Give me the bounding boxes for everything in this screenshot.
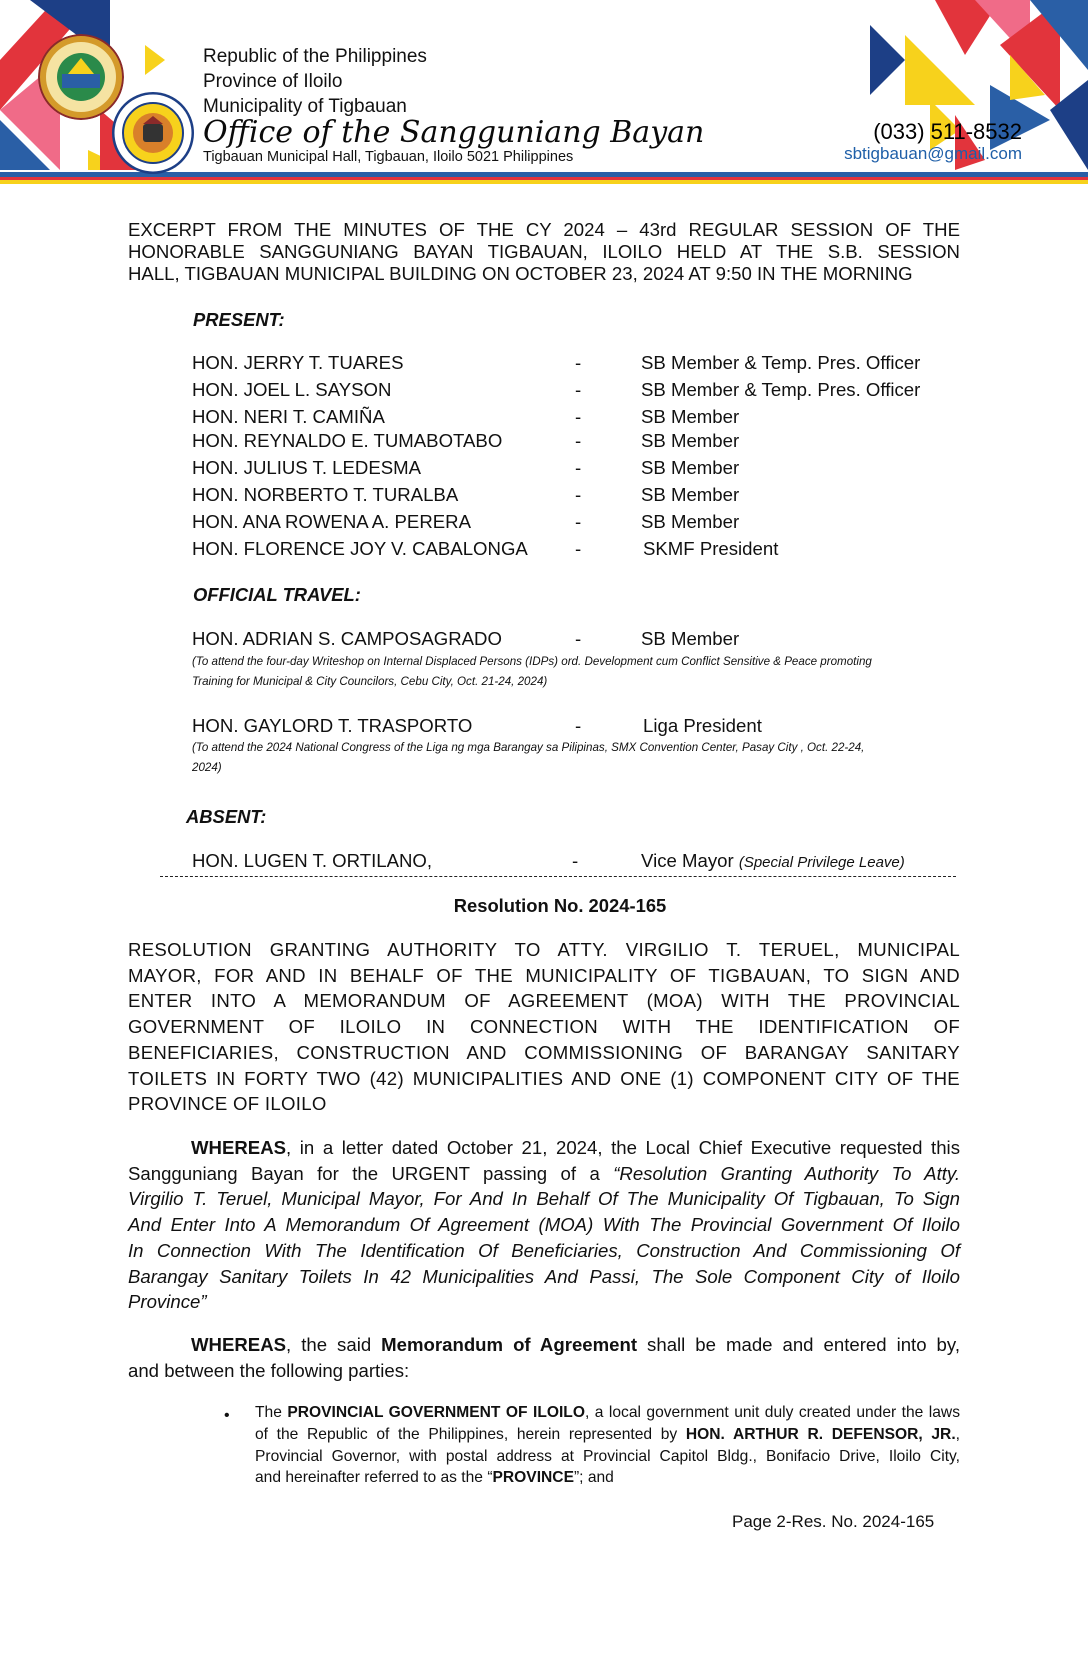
attendee-row: [192, 850, 972, 874]
section-divider: [160, 876, 956, 877]
whereas-quote-line: Province”: [128, 1291, 207, 1313]
travel-note-line: 2024): [192, 761, 222, 774]
resolution-title-line: GOVERNMENT OF ILOILO IN CONNECTION WITH THE IDENTIFICATION OF: [128, 1016, 960, 1038]
party-description: [255, 1402, 960, 1489]
excerpt-line: EXCERPT FROM THE MINUTES OF THE CY 2024 – 43rd REGULAR SESSION OF THE: [128, 219, 960, 240]
office-email[interactable]: sbtigbauan@gmail.com: [844, 144, 1022, 163]
whereas-quote-line: Barangay Sanitary Toilets In 42 Municipalities And Passi, The Sole Component City of Iloilo: [128, 1265, 960, 1287]
whereas-text: Sangguniang Bayan for the URGENT passing of a: [128, 1162, 614, 1184]
separator: -: [575, 628, 582, 649]
letterhead: [0, 0, 1088, 186]
official-travel-heading: OFFICIAL TRAVEL:: [193, 584, 361, 605]
whereas-clause-2: [128, 1332, 960, 1383]
attendee-name: HON. LUGEN T. ORTILANO,: [192, 850, 433, 871]
attendee-row: [192, 715, 972, 739]
travel-note-line: (To attend the 2024 National Congress of the Liga ng mga Barangay sa Pilipinas, SMX Convention Center, Pasay City , Oct. 22-24,: [192, 741, 865, 754]
attendee-row: [192, 511, 972, 535]
separator: -: [575, 715, 582, 736]
office-phone: (033) 511-8532: [873, 119, 1022, 144]
attendee-name: HON. JULIUS T. LEDESMA: [192, 457, 422, 478]
attendee-row: [192, 352, 972, 376]
attendee-row: [192, 628, 972, 652]
attendee-position: SKMF President: [643, 538, 779, 559]
whereas-quote-line: Virgilio T. Teruel, Municipal Mayor, For And In Behalf Of The Municipality Of Tigbauan, To Sign: [128, 1188, 960, 1210]
excerpt-line: HONORABLE SANGGUNIANG BAYAN TIGBAUAN, ILOILO HELD AT THE S.B. SESSION: [128, 241, 960, 262]
separator: -: [575, 538, 582, 559]
resolution-title-line: TOILETS IN FORTY TWO (42) MUNICIPALITIES AND ONE (1) COMPONENT CITY OF THE: [128, 1067, 960, 1089]
whereas-text: shall be made and entered into by,: [637, 1334, 960, 1355]
page-footer: Page 2-Res. No. 2024-165: [732, 1512, 935, 1531]
attendee-position: SB Member: [641, 457, 740, 478]
whereas-line: [128, 1161, 960, 1187]
whereas-line: and between the following parties:: [128, 1359, 410, 1381]
attendee-name: HON. NORBERTO T. TURALBA: [192, 484, 459, 505]
party-name: PROVINCIAL GOVERNMENT OF ILOILO: [287, 1404, 585, 1421]
resolution-title-line: PROVINCE OF ILOILO: [128, 1093, 327, 1115]
attendee-name: HON. ANA ROWENA A. PERERA: [192, 511, 471, 532]
letterhead-text: [203, 44, 704, 166]
party-line: Provincial Governor, with postal address at Provincial Capitol Bldg., Bonifacio Drive, Iloilo City,: [255, 1447, 960, 1465]
whereas-text: , in a letter dated October 21, 2024, the Local Chief Executive requested this: [286, 1137, 960, 1158]
office-address: Tigbauan Municipal Hall, Tigbauan, Iloilo 5021 Philippines: [203, 149, 574, 165]
whereas-text: , the said: [286, 1334, 382, 1355]
party-text: ”; and: [573, 1469, 614, 1487]
attendee-position: SB Member: [641, 430, 740, 451]
attendee-name: HON. FLORENCE JOY V. CABALONGA: [192, 538, 528, 559]
party-text: , a local government unit duly created under the laws: [584, 1404, 960, 1421]
party-line: [255, 1402, 960, 1424]
bullet-icon: •: [224, 1407, 230, 1424]
attendee-position: Liga President: [643, 715, 762, 736]
separator: -: [575, 352, 582, 373]
travel-note-line: (To attend the four-day Writeshop on Internal Displaced Persons (IDPs) ord. Development cum Conflict Sensitive & Peace promoting: [192, 655, 872, 668]
country-line: Republic of the Philippines: [203, 46, 427, 67]
minutes-excerpt: [128, 219, 960, 285]
attendee-row: [192, 430, 972, 454]
attendee-row: [192, 379, 972, 403]
whereas-quote: “Resolution Granting Authority To Atty.: [613, 1162, 960, 1184]
resolution-title: [128, 937, 960, 1117]
whereas-line: [128, 1135, 960, 1161]
whereas-label: WHEREAS: [191, 1137, 287, 1158]
travel-note-line: Training for Municipal & City Councilors, Cebu City, Oct. 21-24, 2024): [192, 675, 548, 688]
party-alias: PROVINCE: [492, 1469, 574, 1487]
resolution-number: Resolution No. 2024-165: [453, 895, 667, 916]
whereas-quote-line: In Connection With The Identification Of Beneficiaries, Construction And Commissioning Of: [128, 1239, 960, 1261]
party-representative: HON. ARTHUR R. DEFENSOR, JR.: [685, 1425, 956, 1443]
attendee-name: HON. ADRIAN S. CAMPOSAGRADO: [192, 628, 502, 649]
municipality-line: Municipality of Tigbauan: [203, 96, 407, 117]
attendee-row: [192, 484, 972, 508]
party-text: of the Republic of the Philippines, herein represented by: [255, 1425, 686, 1443]
excerpt-line: HALL, TIGBAUAN MUNICIPAL BUILDING ON OCTOBER 23, 2024 AT 9:50 IN THE MORNING: [128, 263, 913, 284]
province-line: Province of Iloilo: [203, 71, 343, 92]
separator: -: [575, 379, 582, 400]
party-text: ,: [955, 1425, 960, 1443]
separator: -: [575, 484, 582, 505]
sangguniang-bayan-seal-icon: [112, 92, 194, 174]
resolution-title-line: ENTER INTO A MEMORANDUM OF AGREEMENT (MOA) WITH THE PROVINCIAL: [128, 990, 960, 1012]
whereas-quote-line: And Enter Into A Memorandum Of Agreement (MOA) With The Provincial Government Of Iloilo: [128, 1214, 960, 1236]
party-line: [255, 1467, 960, 1489]
whereas-clause-1: [128, 1135, 960, 1315]
absent-heading: ABSENT:: [186, 806, 267, 827]
attendee-name: HON. JERRY T. TUARES: [192, 352, 404, 373]
attendee-name: HON. REYNALDO E. TUMABOTABO: [192, 430, 503, 451]
office-title: Office of the Sangguniang Bayan: [203, 115, 705, 150]
attendee-name: HON. GAYLORD T. TRASPORTO: [192, 715, 473, 736]
resolution-title-line: MAYOR, FOR AND IN BEHALF OF THE MUNICIPALITY OF TIGBAUAN, TO SIGN AND: [128, 964, 960, 986]
separator: -: [575, 511, 582, 532]
party-line: [255, 1424, 960, 1446]
attendee-position: SB Member: [641, 406, 740, 427]
whereas-label: WHEREAS: [191, 1334, 287, 1355]
attendee-position: SB Member: [641, 628, 740, 649]
separator: -: [575, 430, 582, 451]
attendee-position: SB Member: [641, 511, 740, 532]
party-text: and hereinafter referred to as the “: [255, 1469, 493, 1487]
resolution-title-line: RESOLUTION GRANTING AUTHORITY TO ATTY. VIRGILIO T. TERUEL, MUNICIPAL: [128, 939, 960, 960]
attendee-position: SB Member: [641, 484, 740, 505]
resolution-title-line: BENEFICIARIES, CONSTRUCTION AND COMMISSIONING OF BARANGAY SANITARY: [128, 1041, 960, 1063]
attendee-position: SB Member & Temp. Pres. Officer: [641, 352, 921, 373]
attendee-row: [192, 406, 972, 430]
separator: -: [575, 457, 582, 478]
whereas-emphasis: Memorandum of Agreement: [381, 1334, 638, 1355]
separator: -: [572, 850, 579, 871]
travel-note: [192, 738, 952, 778]
whereas-line: [128, 1332, 960, 1358]
attendee-row: [192, 538, 972, 562]
absent-reason: (Special Privilege Leave): [738, 854, 905, 871]
party-text: The: [255, 1404, 288, 1421]
attendee-name: HON. JOEL L. SAYSON: [192, 379, 392, 400]
municipal-seal-icon: [38, 34, 124, 120]
attendee-name: HON. NERI T. CAMIÑA: [192, 406, 385, 427]
separator: -: [575, 406, 582, 427]
attendee-row: [192, 457, 972, 481]
present-heading: PRESENT:: [193, 309, 285, 330]
attendee-position: SB Member & Temp. Pres. Officer: [641, 379, 921, 400]
absent-position-label: Vice Mayor: [641, 850, 734, 871]
attendee-position: [641, 850, 905, 872]
travel-note: [192, 652, 952, 692]
